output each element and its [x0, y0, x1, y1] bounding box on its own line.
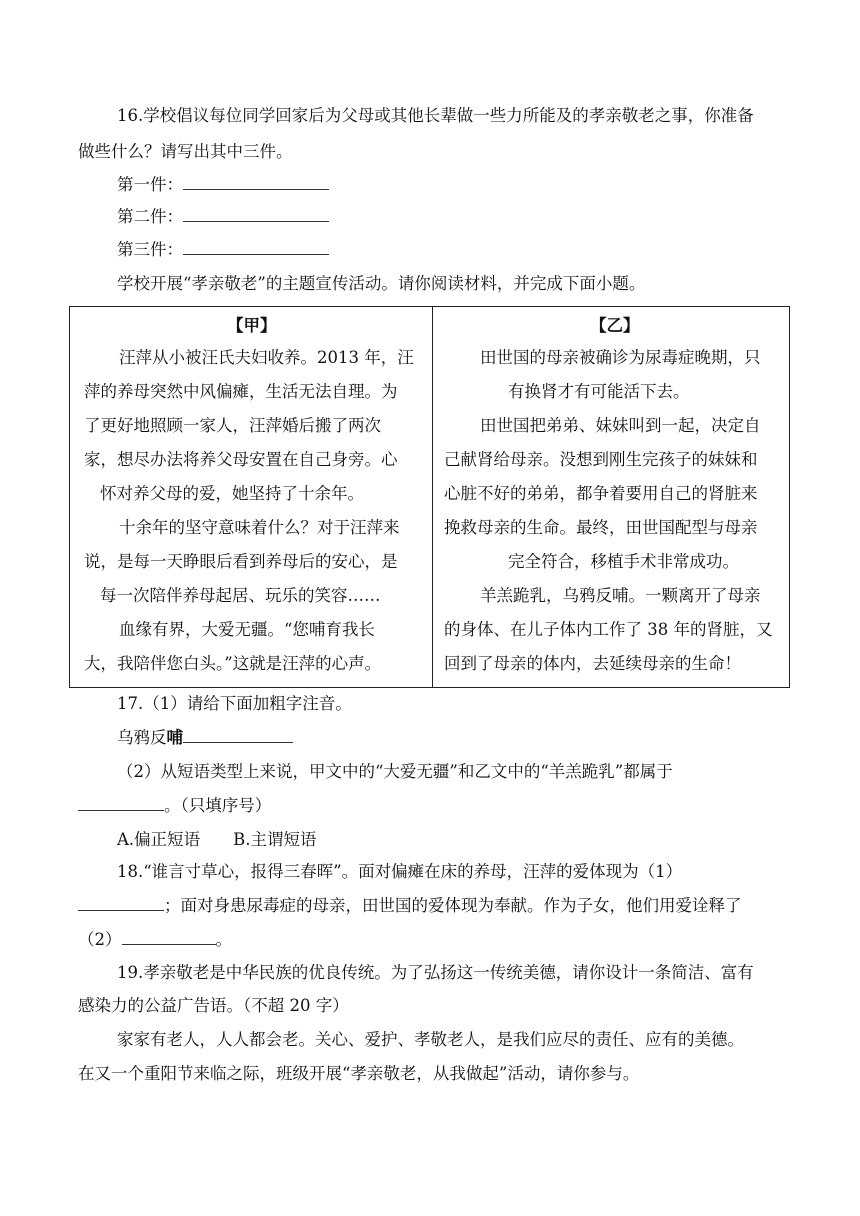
- closing-line-2: 在又一个重阳节来临之际，班级开展“孝亲敬老，从我做起”活动，请你参与。: [78, 1064, 640, 1083]
- material-a-line: 说，是每一天睁眼后看到养母后的安心，是: [84, 552, 398, 571]
- q18-line-3-suffix: 。: [215, 930, 232, 949]
- material-a-line: 大，我陪伴您白头。”这就是汪萍的心声。: [84, 654, 382, 673]
- material-a-line: 了更好地照顾一家人，汪萍婚后搬了两次: [84, 416, 381, 435]
- material-b-line: 挽救母亲的生命。最终，田世国配型与母亲: [444, 518, 758, 537]
- material-b-line: 己献肾给母亲。没想到刚生完孩子的妹妹和: [444, 450, 758, 469]
- q16-line-2: 做些什么？请写出其中三件。: [78, 142, 293, 161]
- q17-options: A.偏正短语 B.主谓短语: [117, 830, 317, 849]
- material-b-line: 心脏不好的弟弟，都争着要用自己的肾脏来: [444, 484, 758, 503]
- q17-pinyin-blank[interactable]: [183, 728, 293, 743]
- q17-part2-line-1: （2）从短语类型上来说，甲文中的“大爱无疆”和乙文中的“羊羔跪乳”都属于: [117, 762, 673, 781]
- q18-line-2: [78, 894, 742, 918]
- q17-word: [117, 726, 293, 750]
- intro-text: 学校开展“孝亲敬老”的主题宣传活动。请你阅读材料，并完成下面小题。: [117, 274, 646, 293]
- closing-line-1: 家家有老人，人人都会老。关心、爱护、孝敬老人，是我们应尽的责任、应有的美德。: [117, 1030, 744, 1049]
- q18-line-3-prefix: （2）: [78, 930, 122, 949]
- materials-table: [69, 306, 790, 688]
- q17-answer-blank[interactable]: [78, 796, 164, 811]
- material-a-line: 怀对养父母的爱，她坚持了十余年。: [100, 484, 364, 503]
- q16-third-blank[interactable]: [183, 240, 329, 255]
- q16-first-blank[interactable]: [183, 175, 329, 190]
- column-divider: [432, 307, 433, 687]
- material-b-line: 田世国把弟弟、妹妹叫到一起，决定自: [480, 416, 761, 435]
- material-a-line: 萍的养母突然中风偏瘫，生活无法自理。为: [84, 382, 398, 401]
- q16-second-label: 第二件：: [117, 207, 183, 226]
- material-a-line: 十余年的坚守意味着什么？对于汪萍来: [119, 518, 400, 537]
- q16-line-1: 16.学校倡议每位同学回家后为父母或其他长辈做一些力所能及的孝亲敬老之事，你准备: [117, 106, 754, 125]
- q17-word-prefix: 乌鸦反: [117, 728, 167, 747]
- q18-line-2-text: ；面对身患尿毒症的母亲，田世国的爱体现为奉献。作为子女，他们用爱诠释了: [164, 896, 742, 915]
- q18-answer-blank-2[interactable]: [122, 930, 216, 945]
- q19-line-2: 感染力的公益广告语。（不超 20 字）: [78, 996, 349, 1015]
- material-b-line: 羊羔跪乳，乌鸦反哺。一颗离开了母亲: [480, 586, 761, 605]
- material-a-line: 血缘有界，大爱无疆。“您哺育我长: [119, 620, 375, 639]
- q18-line-1: 18.“谁言寸草心，报得三春晖”。面对偏瘫在床的养母，汪萍的爱体现为（1）: [117, 862, 683, 881]
- material-b-line: 有换肾才有可能活下去。: [508, 382, 690, 401]
- q16-second: [117, 205, 329, 229]
- material-b-line: 的身体、在儿子体内工作了 38 年的肾脏，又: [444, 620, 773, 639]
- q17-line-1: 17.（1）请给下面加粗字注音。: [117, 694, 352, 713]
- material-b-line: 回到了母亲的体内，去延续母亲的生命！: [444, 654, 741, 673]
- q16-first: [117, 173, 329, 197]
- q17-word-bold: 哺: [166, 728, 183, 747]
- q19-line-1: 19.孝亲敬老是中华民族的优良传统。为了弘扬这一传统美德，请你设计一条简洁、富有: [117, 963, 754, 982]
- q18-line-3: [78, 928, 232, 952]
- material-a-line: 每一次陪伴养母起居、玩乐的笑容……: [100, 586, 381, 605]
- q17-part2-suffix: 。（只填序号）: [164, 796, 272, 815]
- q18-answer-blank-1[interactable]: [78, 896, 164, 911]
- material-b-heading: 【乙】: [590, 316, 640, 335]
- q16-third-label: 第三件：: [117, 240, 183, 259]
- material-a-line: 家，想尽办法将养父母安置在自己身旁。心: [84, 450, 398, 469]
- q16-first-label: 第一件：: [117, 175, 183, 194]
- material-a-heading: 【甲】: [227, 316, 277, 335]
- material-b-line: 田世国的母亲被确诊为尿毒症晚期，只: [480, 348, 761, 367]
- q17-part2-line-2: [78, 794, 271, 818]
- material-b-line: 完全符合，移植手术非常成功。: [508, 552, 739, 571]
- q16-second-blank[interactable]: [183, 207, 329, 222]
- q16-third: [117, 238, 329, 262]
- material-a-line: 汪萍从小被汪氏夫妇收养。2013 年，汪: [119, 348, 414, 367]
